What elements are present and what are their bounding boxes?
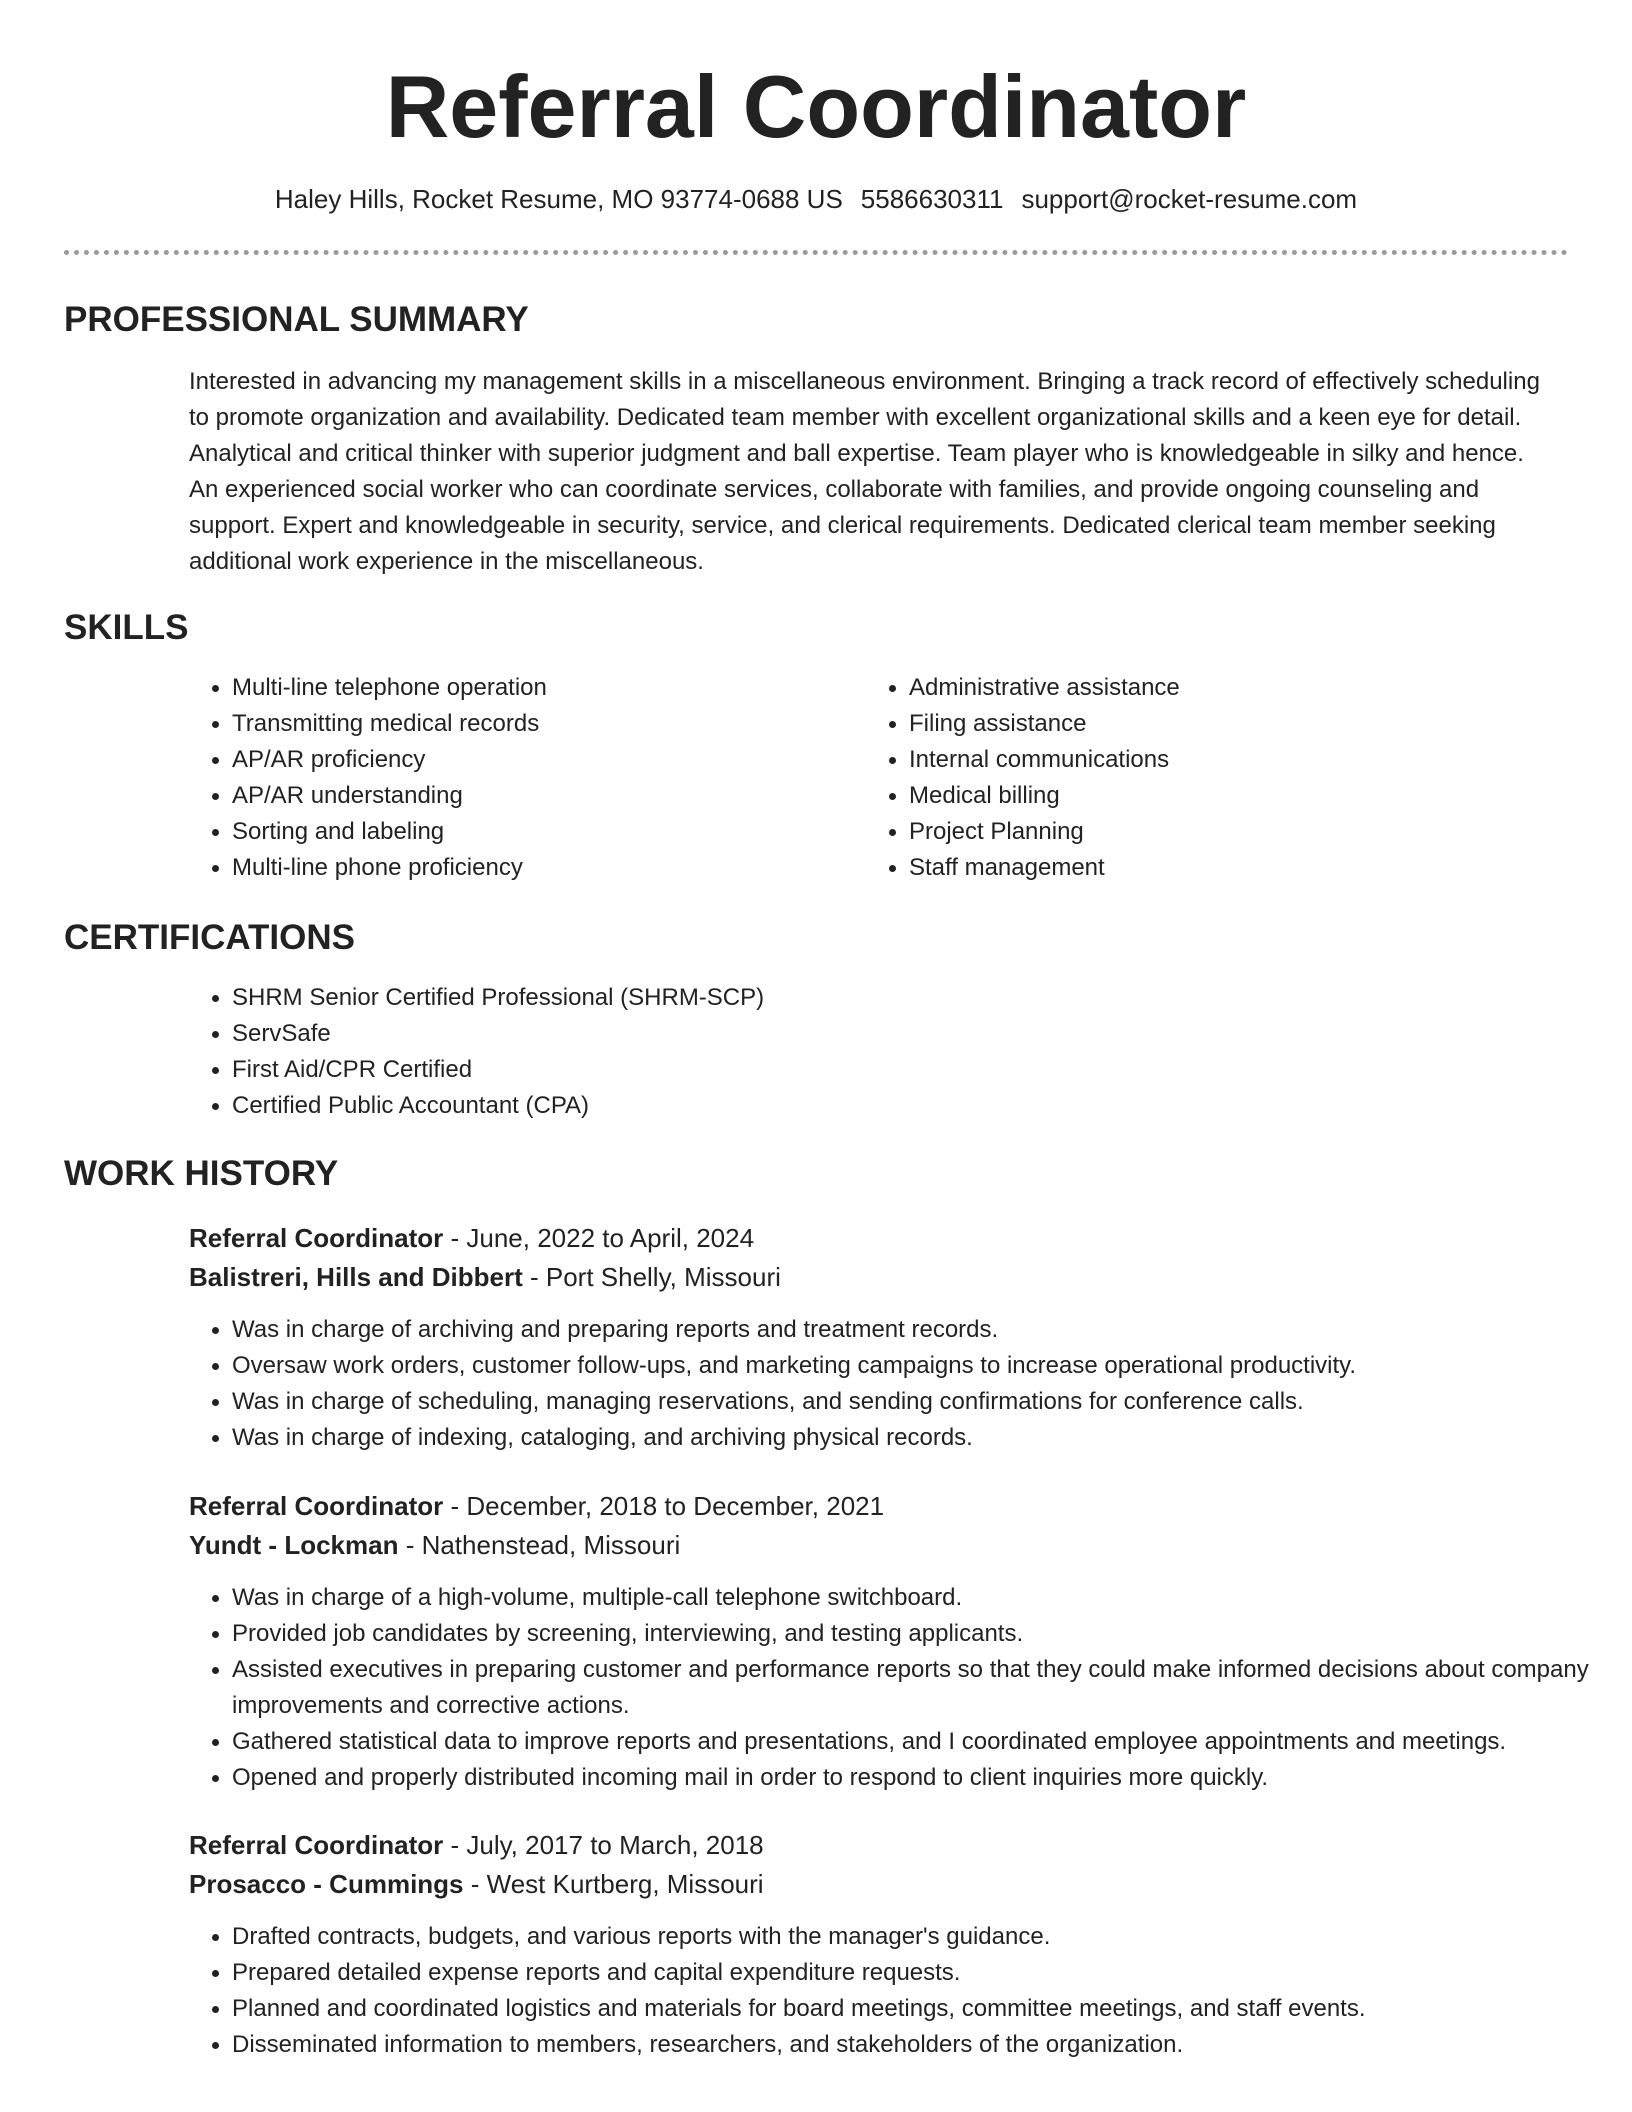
job-bullets	[189, 1919, 1632, 2063]
skill-item: • Medical billing	[909, 778, 1529, 814]
contact-email: support@rocket-resume.com	[1021, 184, 1358, 214]
work-history-heading: WORK HISTORY	[64, 1154, 339, 1193]
contact-address: Haley Hills, Rocket Resume, MO 93774-0688 US	[274, 184, 843, 214]
job-company: Balistreri, Hills and Dibbert	[189, 1262, 523, 1292]
contact-line	[0, 182, 1632, 216]
job-bullet: • Was in charge of archiving and preparing reports and treatment records.	[232, 1312, 1632, 1348]
certification-item: • ServSafe	[232, 1016, 1532, 1052]
job-bullet: • Was in charge of indexing, cataloging, and archiving physical records.	[232, 1420, 1632, 1456]
skill-item: • Filing assistance	[909, 706, 1529, 742]
job-bullet: • Opened and properly distributed incoming mail in order to respond to client inquiries more quickly.	[232, 1760, 1632, 1796]
job-bullets	[189, 1580, 1632, 1796]
certification-item: • SHRM Senior Certified Professional (SHRM-SCP)	[232, 980, 1532, 1016]
skill-item: • Transmitting medical records	[232, 706, 852, 742]
skill-item: • Sorting and labeling	[232, 814, 852, 850]
job-bullet: • Prepared detailed expense reports and capital expenditure requests.	[232, 1955, 1632, 1991]
skill-item: • Multi-line phone proficiency	[232, 850, 852, 886]
skill-item: • Staff management	[909, 850, 1529, 886]
skill-item: • AP/AR understanding	[232, 778, 852, 814]
skill-item: • Multi-line telephone operation	[232, 670, 852, 706]
skill-item: • AP/AR proficiency	[232, 742, 852, 778]
job-bullet: • Provided job candidates by screening, interviewing, and testing applicants.	[232, 1616, 1632, 1652]
job-company-line	[189, 1259, 781, 1295]
job-title-line	[189, 1827, 764, 1863]
skills-list-right	[866, 670, 1529, 886]
certification-item: • Certified Public Accountant (CPA)	[232, 1088, 1532, 1124]
job-company-line	[189, 1527, 680, 1563]
job-dates: - June, 2022 to April, 2024	[443, 1223, 755, 1253]
job-bullet: • Planned and coordinated logistics and materials for board meetings, committee meetings, and staff events.	[232, 1991, 1632, 2027]
job-bullet: • Oversaw work orders, customer follow-ups, and marketing campaigns to increase operational productivity.	[232, 1348, 1632, 1384]
job-dates: - July, 2017 to March, 2018	[443, 1830, 764, 1860]
job-bullet: • Gathered statistical data to improve reports and presentations, and I coordinated employee appointments and meetings.	[232, 1724, 1632, 1760]
summary-heading: PROFESSIONAL SUMMARY	[64, 300, 529, 339]
job-company: Prosacco - Cummings	[189, 1869, 464, 1899]
certifications-heading: CERTIFICATIONS	[64, 918, 356, 957]
job-location: - Port Shelly, Missouri	[522, 1262, 781, 1292]
job-title: Referral Coordinator	[189, 1491, 444, 1521]
skill-item: • Internal communications	[909, 742, 1529, 778]
resume-title: Referral Coordinator	[385, 57, 1247, 156]
skill-item: • Administrative assistance	[909, 670, 1529, 706]
job-bullet: • Assisted executives in preparing customer and performance reports so that they could make informed decisions about company improvements and corrective actions.	[232, 1652, 1632, 1724]
job-company-line	[189, 1866, 764, 1902]
job-bullets	[189, 1312, 1632, 1456]
summary-text: Interested in advancing my management skills in a miscellaneous environment. Bringing a track record of effectively scheduling to promote organization and availability. Dedicated team member with excellent organizational skills and a keen eye for detail. Analytical and critical thinker with superior judgment and ball expertise. Team player who is knowledgeable in silky and hence. An experienced social worker who can coordinate services, collaborate with families, and provide ongoing counseling and support. Expert and knowledgeable in security, service, and clerical requirements. Dedicated clerical team member seeking additional work experience in the miscellaneous.	[189, 368, 1540, 575]
job-bullet: • Drafted contracts, budgets, and various reports with the manager's guidance.	[232, 1919, 1632, 1955]
certification-item: • First Aid/CPR Certified	[232, 1052, 1532, 1088]
skill-item: • Project Planning	[909, 814, 1529, 850]
job-location: - West Kurtberg, Missouri	[463, 1869, 764, 1899]
job-title: Referral Coordinator	[189, 1830, 444, 1860]
skills-heading: SKILLS	[64, 608, 189, 647]
job-bullet: • Was in charge of a high-volume, multiple-call telephone switchboard.	[232, 1580, 1632, 1616]
certifications-list	[189, 980, 1532, 1124]
job-bullet: • Disseminated information to members, researchers, and stakeholders of the organization.	[232, 2027, 1632, 2063]
skills-list-left	[189, 670, 852, 886]
job-bullet: • Was in charge of scheduling, managing reservations, and sending confirmations for conference calls.	[232, 1384, 1632, 1420]
job-title-line	[189, 1488, 884, 1524]
job-title: Referral Coordinator	[189, 1223, 444, 1253]
job-company: Yundt - Lockman	[189, 1530, 399, 1560]
job-location: - Nathenstead, Missouri	[398, 1530, 681, 1560]
header-divider	[64, 250, 1568, 255]
job-title-line	[189, 1220, 754, 1256]
contact-phone: 5586630311	[860, 184, 1004, 214]
job-dates: - December, 2018 to December, 2021	[443, 1491, 885, 1521]
